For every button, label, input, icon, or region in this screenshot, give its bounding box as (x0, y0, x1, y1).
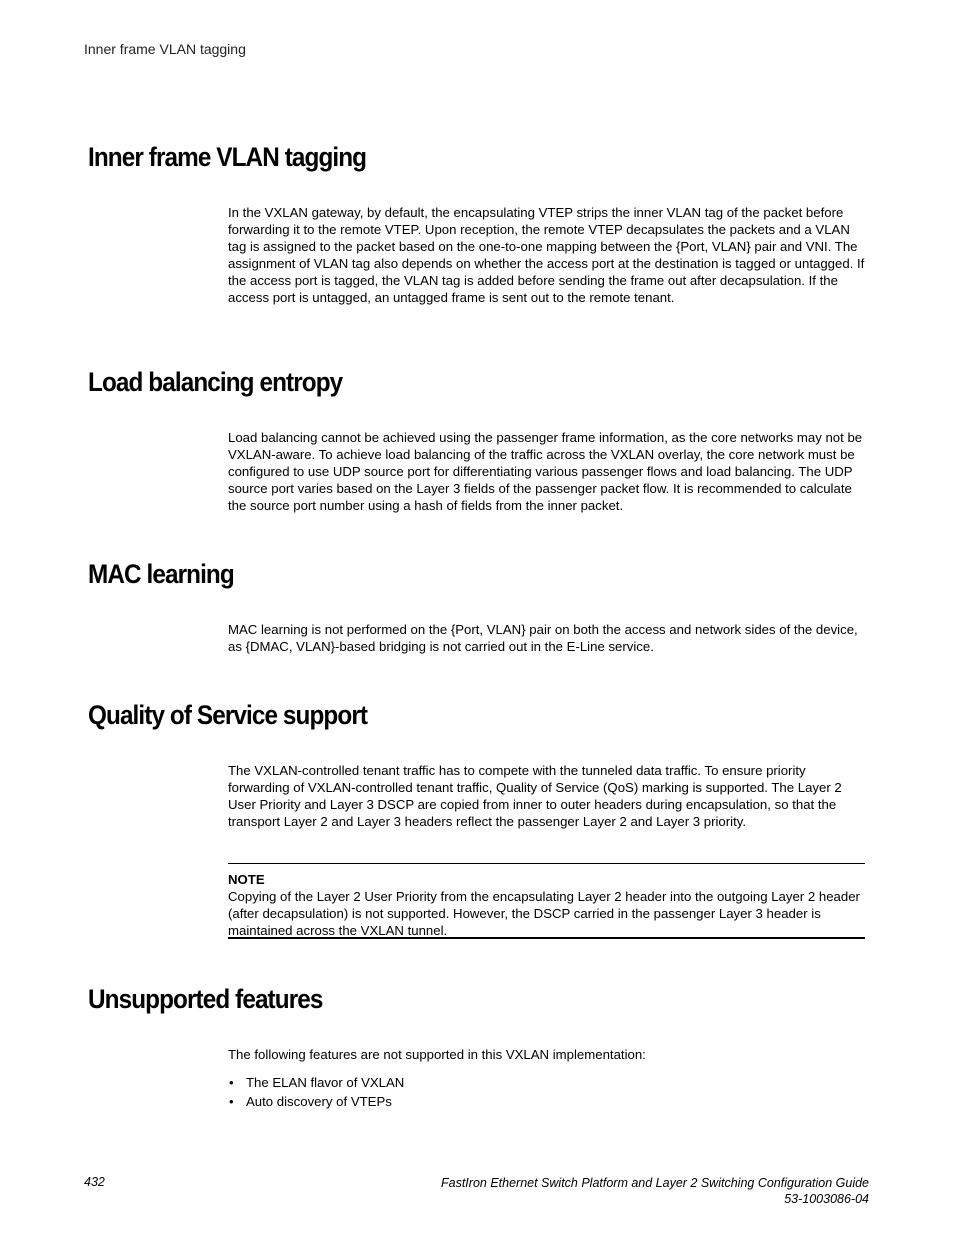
section-title-unsupported-features: Unsupported features (88, 984, 323, 1014)
bullet-icon: • (229, 1094, 234, 1109)
list-item-text: Auto discovery of VTEPs (246, 1094, 392, 1109)
footer-guide-title: FastIron Ethernet Switch Platform and Layer 2 Switching Configuration Guide (441, 1176, 869, 1190)
note-text: Copying of the Layer 2 User Priority from the encapsulating Layer 2 header into the outgoing Layer 2 header (after decapsulation) is not supported. However, the DSCP carried in the passenger Layer 3 header is maintained across the VXLAN tunnel. (228, 889, 860, 938)
section-title-mac-learning: MAC learning (88, 559, 234, 589)
footer-doc-number: 53-1003086-04 (784, 1192, 869, 1206)
paragraph-unsupported-features: The following features are not supported in this VXLAN implementation: (228, 1047, 646, 1062)
note-box (228, 863, 865, 939)
footer-document-info (441, 1175, 869, 1207)
paragraph-quality-of-service-support: The VXLAN-controlled tenant traffic has to compete with the tunneled data traffic. To ensure priority forwarding of VXLAN-controlled tenant traffic, Quality of Service (QoS) marking is supported. The Layer 2 User Priority and Layer 3 DSCP are copied from inner to outer headers during encapsulation, so that the transport Layer 2 and Layer 3 headers reflect the passenger Layer 2 and Layer 3 priority. (228, 763, 842, 829)
note-label: NOTE (228, 872, 265, 887)
unsupported-features-list (228, 1073, 404, 1111)
paragraph-inner-frame-vlan-tagging: In the VXLAN gateway, by default, the encapsulating VTEP strips the inner VLAN tag of the packet before forwarding it to the remote VTEP. Upon reception, the remote VTEP decapsulates the packets and a VLAN tag is assigned to the packet based on the one-to-one mapping between the {Port, VLAN} pair and VNI. The assignment of VLAN tag also depends on whether the access port at the destination is tagged or untagged. If the access port is tagged, the VLAN tag is added before sending the frame out after decapsulation. If the access port is untagged, an untagged frame is sent out to the remote tenant. (228, 205, 865, 305)
list-item (228, 1092, 404, 1111)
paragraph-mac-learning: MAC learning is not performed on the {Port, VLAN} pair on both the access and network sides of the device, as {DMAC, VLAN}-based bridging is not carried out in the E-Line service. (228, 622, 858, 654)
list-item-text: The ELAN flavor of VXLAN (246, 1075, 405, 1090)
paragraph-load-balancing-entropy: Load balancing cannot be achieved using the passenger frame information, as the core networks may not be VXLAN-aware. To achieve load balancing of the traffic across the VXLAN overlay, the core network must be configured to use UDP source port for differentiating various passenger flows and load balancing. The UDP source port varies based on the Layer 3 fields of the passenger packet flow. It is recommended to calculate the source port number using a hash of fields from the inner packet. (228, 430, 863, 513)
list-item (228, 1073, 404, 1092)
bullet-icon: • (229, 1075, 234, 1090)
section-title-load-balancing-entropy: Load balancing entropy (88, 367, 343, 397)
section-title-quality-of-service-support: Quality of Service support (88, 700, 368, 730)
section-title-inner-frame-vlan-tagging: Inner frame VLAN tagging (88, 142, 367, 172)
running-header: Inner frame VLAN tagging (84, 41, 246, 57)
footer-page-number: 432 (84, 1175, 105, 1189)
